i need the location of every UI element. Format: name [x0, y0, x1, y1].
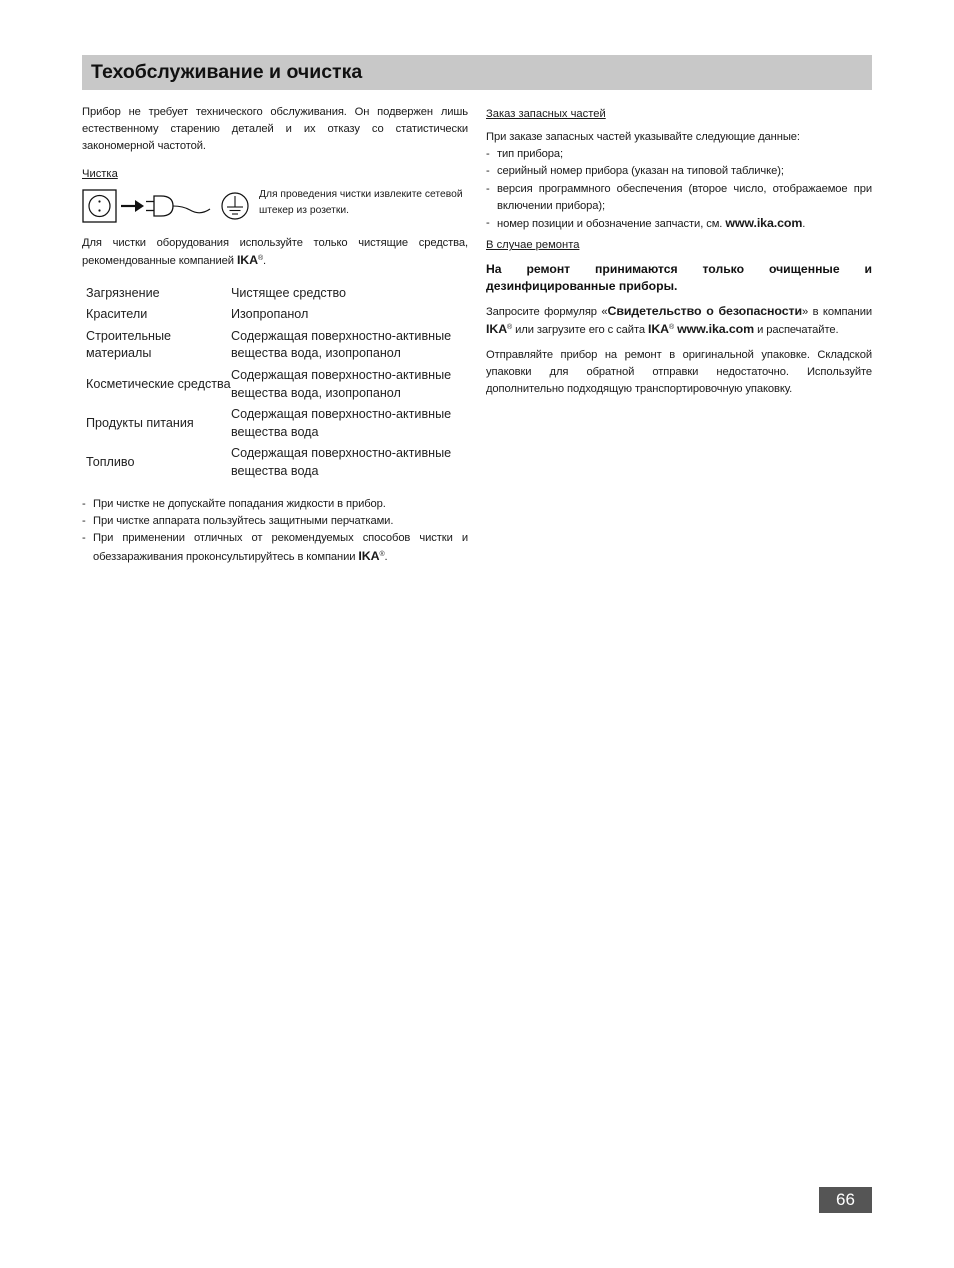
table-cell: Содержащая поверхностно-активные вещества вода: [231, 445, 452, 478]
repair-warning: На ремонт принимаются только очищенные и дезинфицированные приборы.: [486, 262, 872, 294]
page-title: Техобслуживание и очистка: [91, 61, 363, 83]
cleaning-table: [82, 285, 468, 484]
list-item: - При чистке аппарата пользуйтесь защитными перчатками.: [82, 513, 468, 530]
cleaning-notes-list: [82, 496, 468, 566]
list-item: - При чистке не допускайте попадания жидкости в прибор.: [82, 496, 468, 513]
table-cell: Содержащая поверхностно-активные вещества вода, изопропанол: [231, 328, 452, 361]
list-item: - При применении отличных от рекомендуемых способов чистки и обеззараживания проконсультируйтесь в компании IKA®.: [82, 530, 468, 565]
table-row: [82, 406, 468, 445]
ground-symbol-icon: [222, 193, 248, 219]
repair-heading: В случае ремонта: [486, 239, 580, 252]
unplug-icons-svg: [82, 189, 252, 225]
registered-mark: ®: [507, 323, 513, 331]
table-row: [82, 328, 468, 367]
registered-mark: ®: [669, 323, 675, 331]
spare-parts-list: [486, 146, 872, 233]
table-cell: Красители: [86, 307, 148, 322]
table-cell: Содержащая поверхностно-активные вещества вода: [231, 406, 452, 439]
cleaning-agents-text: Для чистки оборудования используйте только чистящие средства, рекомендованные компанией IKA®.: [82, 236, 468, 267]
table-row: [82, 445, 468, 484]
brand-name: IKA: [236, 252, 258, 267]
table-header-cell: Чистящее средство: [231, 286, 347, 301]
spare-parts-heading: Заказ запасных частей: [486, 108, 606, 120]
table-cell: Изопропанол: [231, 307, 309, 322]
spare-parts-intro: При заказе запасных частей указывайте следующие данные:: [486, 131, 800, 143]
brand-name: IKA: [647, 321, 670, 336]
table-row: [82, 306, 468, 327]
certificate-text-part: Запросите формуляр «: [486, 305, 608, 318]
right-column: [486, 104, 872, 399]
unplug-note: Для проведения чистки извлеките сетевой штекер из розетки.: [259, 188, 463, 217]
left-column: [82, 104, 468, 566]
table-cell: Топливо: [86, 454, 135, 469]
certificate-text-part: или загрузите его с сайта: [515, 323, 645, 336]
unplug-illustration: [82, 189, 468, 225]
list-item: - серийный номер прибора (указан на типовой табличке);: [486, 163, 872, 180]
arrow-right-icon: [121, 200, 144, 212]
list-item: - тип прибора;: [486, 146, 872, 163]
section-title-bar: [82, 55, 872, 90]
cleaning-agents-sentence: Для чистки оборудования используйте только чистящие средства, рекомендованные компанией: [82, 236, 468, 267]
certificate-text-part: » в компании: [802, 305, 873, 318]
shipping-text: Отправляйте прибор на ремонт в оригинальной упаковке. Складской упаковки для обратной отправки недостаточно. Используйте дополнительно подходящую транспортировочную упаковку.: [486, 349, 872, 396]
table-cell: Продукты питания: [86, 415, 194, 430]
page-number: 66: [819, 1187, 872, 1213]
plug-icon: [146, 196, 210, 216]
list-item-text: При применении отличных от рекомендуемых способов чистки и обеззараживания проконсультируйтесь в компании: [93, 532, 468, 563]
brand-name: IKA: [358, 548, 380, 563]
website-link[interactable]: www.ika.com: [677, 321, 755, 336]
table-header-row: [82, 285, 468, 306]
website-link[interactable]: www.ika.com: [725, 216, 803, 231]
table-cell: Строительные материалы: [86, 328, 172, 361]
list-item: - версия программного обеспечения (второе число, отображаемое при включении прибора);: [486, 181, 872, 215]
table-row: [82, 367, 468, 406]
list-item: - номер позиции и обозначение запчасти, см. www.ika.com.: [486, 215, 872, 233]
certificate-text: [486, 303, 872, 339]
brand-name: IKA: [486, 321, 508, 336]
registered-mark: ®: [257, 254, 264, 262]
socket-icon: [83, 190, 116, 222]
registered-mark: ®: [379, 550, 385, 558]
list-item-text: номер позиции и обозначение запчасти, см.: [497, 218, 723, 231]
maintenance-intro: Прибор не требует технического обслуживания. Он подвержен лишь естественному старению деталей и их отказу со статистически закономерной частотой.: [82, 106, 468, 153]
cleaning-heading: Чистка: [82, 167, 118, 180]
certificate-form-name: Свидетельство о безопасности: [607, 303, 803, 318]
certificate-text-part: и распечатайте.: [757, 323, 839, 336]
table-cell: Косметические средства: [86, 376, 231, 391]
table-cell: Содержащая поверхностно-активные вещества вода, изопропанол: [231, 367, 452, 400]
table-header-cell: Загрязнение: [86, 286, 160, 301]
